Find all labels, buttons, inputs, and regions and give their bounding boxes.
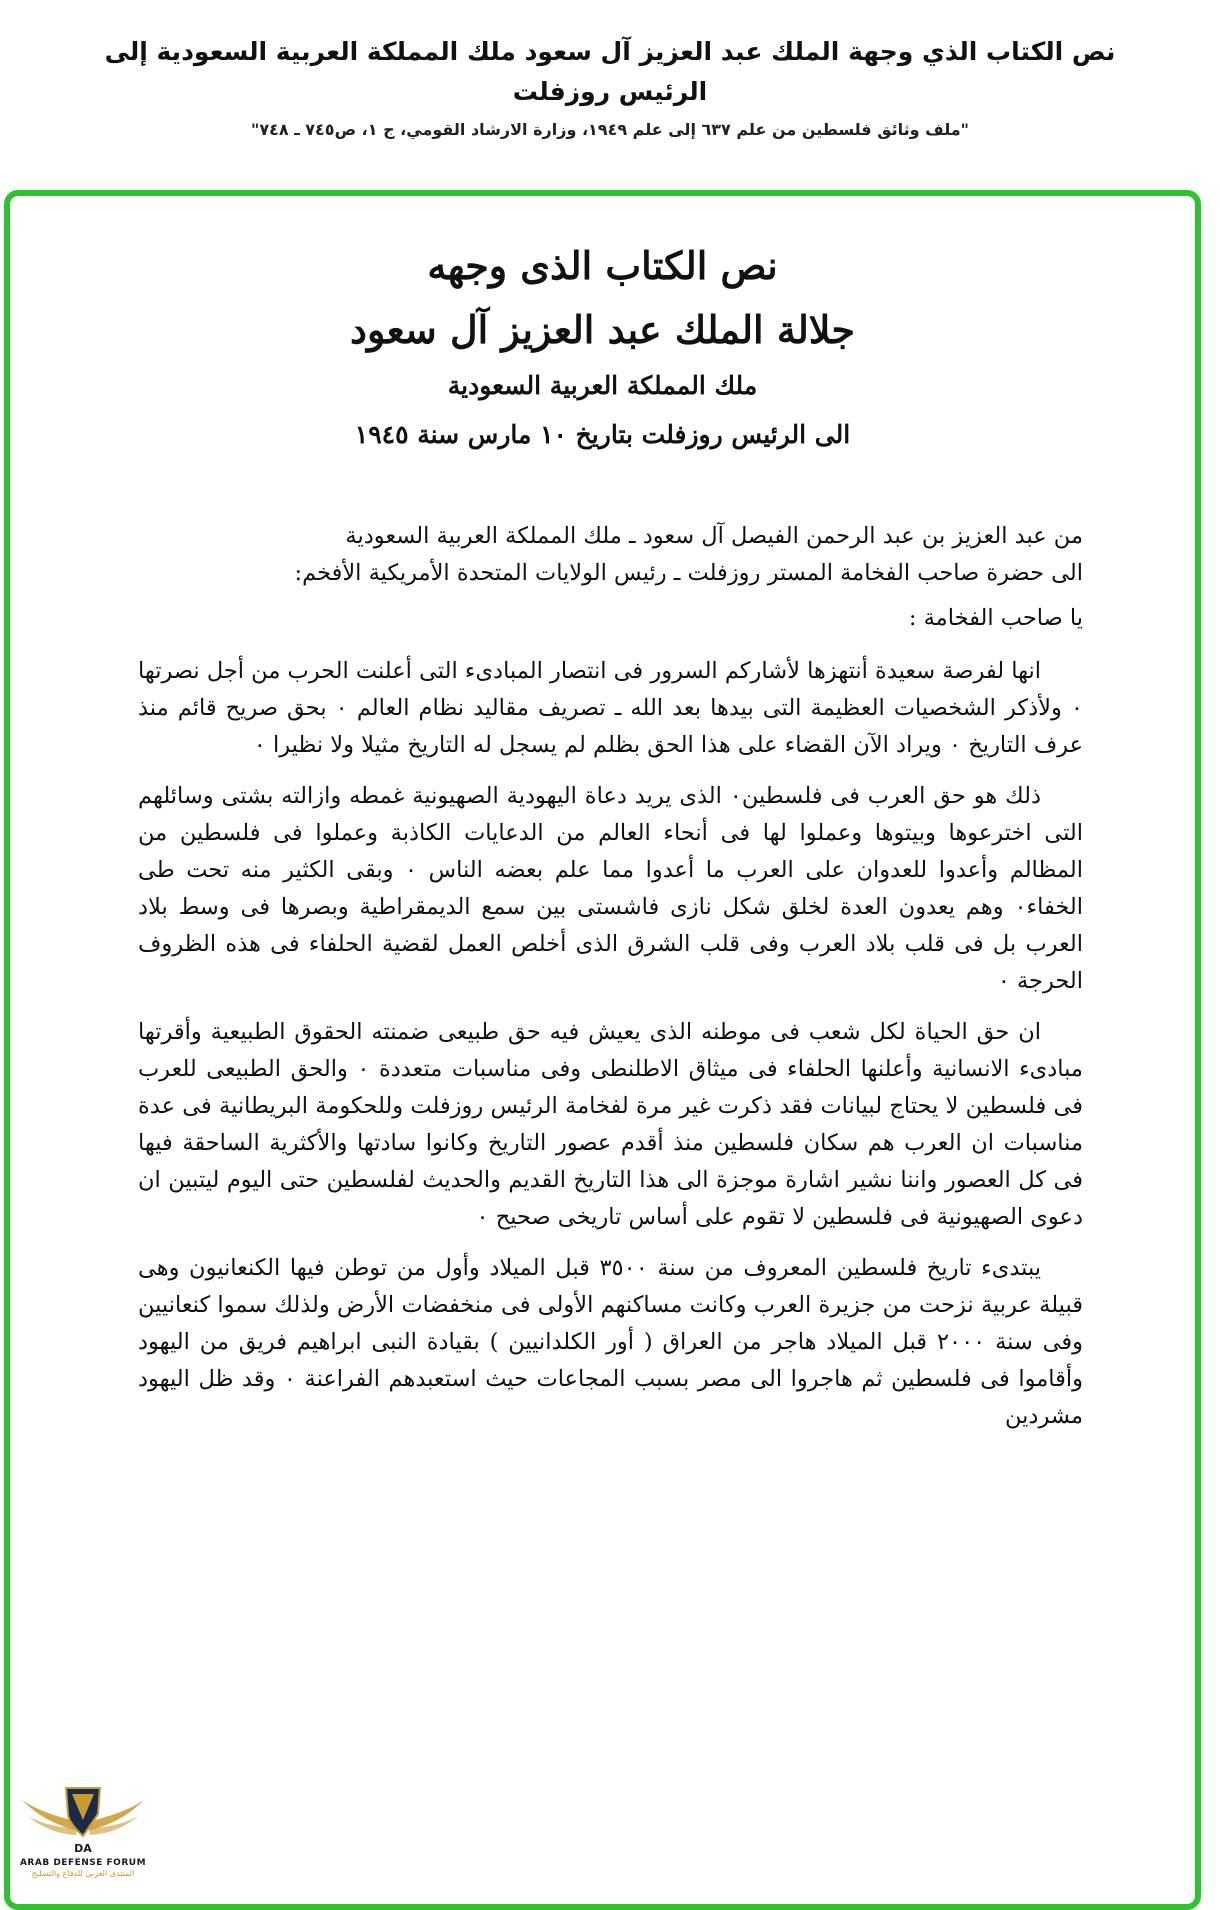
paragraph-1: انها لفرصة سعيدة أنتهزها لأشاركم السرور فى انتصار المبادىء التى أعلنت الحرب من أجل نصرتها ۰ ولأذكر الشخصيات العظيمة التى بيدها بعد الله ـ تصريف مقاليد نظام العالم ۰ بحق صريح قائم منذ عرف التاريخ ۰ ويراد الآن القضاء على هذا الحق بظلم لم يسجل له التاريخ مثيلا ولا نظيرا ۰ — [138, 658, 1083, 758]
forum-logo-icon — [18, 1778, 148, 1858]
page-title: نص الكتاب الذي وجهة الملك عبد العزيز آل سعود ملك المملكة العربية السعودية إلى الرئيس روزفلت — [104, 37, 1116, 106]
page-header — [60, 32, 1160, 148]
document-frame — [4, 190, 1201, 1910]
address-to: الى حضرة صاحب الفخامة المستر روزفلت ـ رئيس الولايات المتحدة الأمريكية الأفخم: — [294, 560, 1083, 586]
heading-line-4: الى الرئيس روزفلت بتاريخ ١٠ مارس سنة ١٩٤٥ — [354, 420, 851, 449]
logo-letters: DA — [74, 1842, 92, 1855]
forum-name-en: ARAB DEFENSE FORUM — [19, 1858, 147, 1868]
paragraph-3: ان حق الحياة لكل شعب فى موطنه الذى يعيش فيه حق طبيعى ضمنته الحقوق الطبيعية وأقرتها مبادىء الانسانية وأعلنها الحلفاء فى ميثاق الاطلنطى وفى مناسبات متعددة ۰ والحق الطبيعى للعرب فى فلسطين لا يحتاج لبيانات فقد ذكرت غير مرة لفخامة الرئيس روزفلت وللحكومة البريطانية فى عدة مناسبات ان العرب هم سكان فلسطين منذ أقدم عصور التاريخ وكانوا سادتها والأكثرية الساحقة فيها فى كل العصور واننا نشير اشارة موجزة الى هذا التاريخ القديم والحديث لفلسطين حتى اليوم ليتبين ان دعوى الصهيونية فى فلسطين لا تقوم على أساس تاريخى صحيح ۰ — [138, 1019, 1083, 1230]
paragraph-4: يبتدىء تاريخ فلسطين المعروف من سنة ٣٥٠٠ قبل الميلاد وأول من توطن فيها الكنعانيون وهى قبيلة عربية نزحت من جزيرة العرب وكانت مساكنهم الأولى فى منخفضات الأرض ولذلك سموا كنعانيين وفى سنة ٢٠٠٠ قبل الميلاد هاجر من العراق ( أور الكلدانيين ) بقيادة النبى ابراهيم فريق من اليهود وأقاموا فى فلسطين ثم هاجروا الى مصر بسبب المجاعات حيث استعبدهم الفراعنة ۰ وقد ظل اليهود مشردين — [138, 1255, 1083, 1429]
forum-name-ar: المنتدى العربي للدفاع والتسليح — [31, 1869, 135, 1878]
source-citation: "ملف وثائق فلسطين من علم ٦٣٧ إلى علم ١٩٤٩، وزارة الارشاد القومي، ج ١، ص٧٤٥ ـ ٧٤٨" — [251, 120, 969, 139]
address-from: من عبد العزيز بن عبد الرحمن الفيصل آل سعود ـ ملك المملكة العربية السعودية — [345, 523, 1083, 549]
heading-line-2: جلالة الملك عبد العزيز آل سعود — [350, 307, 855, 352]
paragraph-2: ذلك هو حق العرب فى فلسطين۰ الذى يريد دعاة اليهودية الصهيونية غمطه وازالته بشتى وسائلهم التى اخترعوها وبيتوها وعملوا لها فى أنحاء العالم من الدعايات الكاذبة وعملوا فى فلسطين من المظالم وأعدوا للعدوان على العرب ما أعدوا مما علم بعضه الناس ۰ وبقى الكثير منه تحت طى الخفاء۰ وهم يعدون العدة لخلق شكل نازى فاشستى بين سمع الديمقراطية وبصرها فى وسط بلاد العرب بل فى قلب بلاد العرب وفى قلب الشرق الذى أخلص العمل لقضية الحلفاء فى هذه الظروف الحرجة ۰ — [138, 783, 1083, 994]
forum-watermark — [8, 1778, 158, 1893]
document-heading — [10, 234, 1195, 460]
heading-line-3: ملك المملكة العربية السعودية — [447, 371, 758, 400]
salutation: يا صاحب الفخامة : — [908, 605, 1083, 631]
document-body — [138, 518, 1083, 1449]
heading-line-1: نص الكتاب الذى وجهه — [427, 243, 778, 288]
